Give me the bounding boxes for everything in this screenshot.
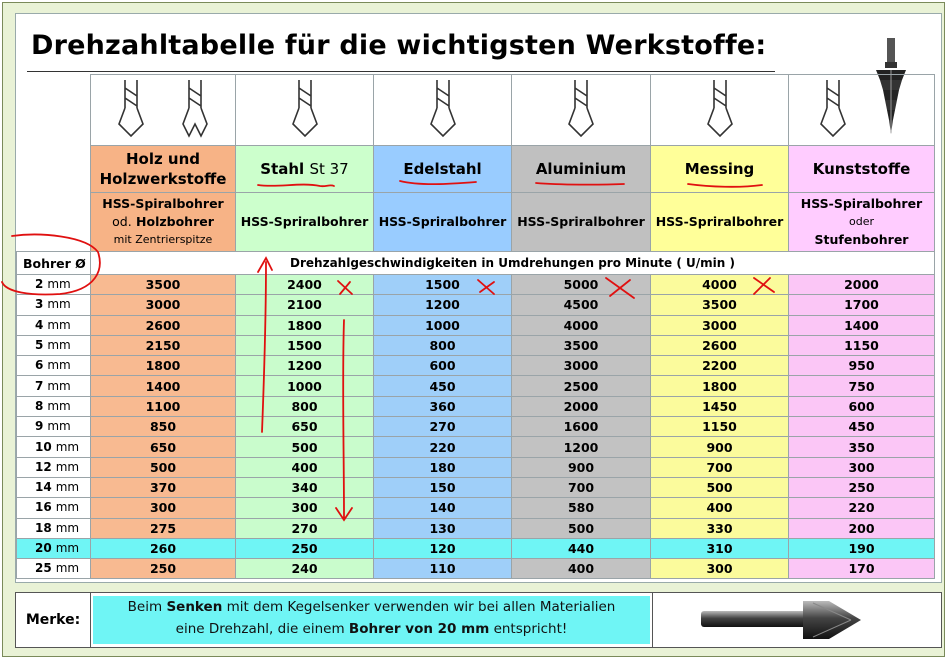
speed-cell-messing: 310 — [651, 538, 789, 558]
kunst-drill-icon — [789, 75, 935, 146]
bohrer-size: 20 mm — [17, 538, 91, 558]
speed-cell-messing: 900 — [651, 437, 789, 457]
table-row — [17, 295, 935, 315]
bohrer-size: 3 mm — [17, 295, 91, 315]
speed-cell-messing: 300 — [651, 559, 789, 579]
material-aluminium: Aluminium — [512, 146, 651, 193]
speed-cell-holz: 850 — [91, 417, 236, 437]
speed-cell-messing: 1800 — [651, 376, 789, 396]
speed-table — [16, 74, 935, 579]
material-edelstahl: Edelstahl — [374, 146, 512, 193]
table-row — [17, 376, 935, 396]
speed-cell-messing: 3000 — [651, 315, 789, 335]
speed-cell-kunststoffe: 1150 — [789, 335, 935, 355]
material-holz: Holz und Holzwerkstoffe — [91, 146, 236, 193]
speed-cell-aluminium: 500 — [512, 518, 651, 538]
speed-cell-aluminium: 1600 — [512, 417, 651, 437]
material-stahl: Stahl St 37 — [236, 146, 374, 193]
speed-cell-edelstahl: 150 — [374, 477, 512, 497]
speed-cell-messing: 2600 — [651, 335, 789, 355]
speed-cell-holz: 1400 — [91, 376, 236, 396]
speed-cell-stahl: 1500 — [236, 335, 374, 355]
merke-box — [15, 592, 942, 648]
speed-cell-holz: 250 — [91, 559, 236, 579]
twist-drill-icon — [285, 78, 325, 138]
tool-kunststoffe: HSS-Spiralbohrer oder Stufenbohrer — [789, 193, 935, 252]
speed-cell-kunststoffe: 450 — [789, 417, 935, 437]
title-underline — [27, 71, 775, 72]
table-row — [17, 437, 935, 457]
speed-cell-edelstahl: 120 — [374, 538, 512, 558]
speed-cell-messing: 3500 — [651, 295, 789, 315]
speed-cell-kunststoffe: 2000 — [789, 275, 935, 295]
speed-cell-messing: 500 — [651, 477, 789, 497]
table-row — [17, 457, 935, 477]
speed-cell-holz: 2600 — [91, 315, 236, 335]
material-messing: Messing — [651, 146, 789, 193]
speed-cell-kunststoffe: 300 — [789, 457, 935, 477]
bohrer-size: 7 mm — [17, 376, 91, 396]
speed-cell-holz: 275 — [91, 518, 236, 538]
tool-aluminium: HSS-Spriralbohrer — [512, 193, 651, 252]
countersink-image — [652, 593, 942, 647]
speed-cell-kunststoffe: 220 — [789, 498, 935, 518]
speed-cell-kunststoffe: 600 — [789, 396, 935, 416]
speed-cell-aluminium: 3500 — [512, 335, 651, 355]
twist-drill-icon — [561, 78, 601, 138]
speed-cell-edelstahl: 1200 — [374, 295, 512, 315]
speed-cell-aluminium: 440 — [512, 538, 651, 558]
bohrer-diameter-header: Bohrer Ø — [17, 252, 91, 275]
speed-cell-edelstahl: 110 — [374, 559, 512, 579]
speed-cell-messing: 1150 — [651, 417, 789, 437]
tool-row — [17, 193, 935, 252]
tool-stahl: HSS-Spriralbohrer — [236, 193, 374, 252]
table-row — [17, 518, 935, 538]
speed-cell-messing: 330 — [651, 518, 789, 538]
alu-drill-icon — [512, 75, 651, 146]
drill-icon-row — [17, 75, 935, 146]
speed-cell-stahl: 240 — [236, 559, 374, 579]
merke-label: Merke: — [16, 593, 91, 647]
bohrer-size: 6 mm — [17, 356, 91, 376]
speed-cell-aluminium: 580 — [512, 498, 651, 518]
stahl-drill-icon — [236, 75, 374, 146]
speed-cell-messing: 2200 — [651, 356, 789, 376]
twist-drill-icon — [813, 78, 853, 138]
speed-cell-holz: 500 — [91, 457, 236, 477]
speed-cell-edelstahl: 1500 — [374, 275, 512, 295]
table-row — [17, 538, 935, 558]
speed-cell-kunststoffe: 750 — [789, 376, 935, 396]
speed-cell-holz: 1800 — [91, 356, 236, 376]
merke-text: Beim Senken mit dem Kegelsenker verwenden wir bei allen Materialien eine Drehzahl, die einem Bohrer von 20 mm entspricht! — [93, 596, 650, 644]
speed-cell-stahl: 650 — [236, 417, 374, 437]
twist-drill-icon — [423, 78, 463, 138]
speed-cell-holz: 370 — [91, 477, 236, 497]
table-row — [17, 417, 935, 437]
speed-cell-aluminium: 1200 — [512, 437, 651, 457]
bohrer-size: 16 mm — [17, 498, 91, 518]
speed-cell-holz: 650 — [91, 437, 236, 457]
speed-cell-edelstahl: 140 — [374, 498, 512, 518]
bohrer-size: 12 mm — [17, 457, 91, 477]
speed-cell-kunststoffe: 1700 — [789, 295, 935, 315]
speed-cell-aluminium: 4500 — [512, 295, 651, 315]
table-row — [17, 335, 935, 355]
countersink-icon — [653, 593, 942, 647]
speed-cell-aluminium: 900 — [512, 457, 651, 477]
speed-cell-kunststoffe: 250 — [789, 477, 935, 497]
bohrer-size: 5 mm — [17, 335, 91, 355]
speed-cell-stahl: 2400 — [236, 275, 374, 295]
speed-cell-aluminium: 4000 — [512, 315, 651, 335]
speed-cell-stahl: 500 — [236, 437, 374, 457]
speed-cell-stahl: 340 — [236, 477, 374, 497]
speed-cell-kunststoffe: 200 — [789, 518, 935, 538]
bohrer-size: 10 mm — [17, 437, 91, 457]
material-kunststoffe: Kunststoffe — [789, 146, 935, 193]
speed-data-body — [17, 275, 935, 579]
table-row — [17, 356, 935, 376]
page-title: Drehzahltabelle für die wichtigsten Werkstoffe: — [31, 30, 767, 61]
tool-holz: HSS-Spiralbohrer od. Holzbohrer mit Zentrierspitze — [91, 193, 236, 252]
twist-drill-icon — [700, 78, 740, 138]
bohrer-size: 2 mm — [17, 275, 91, 295]
bohrer-size: 14 mm — [17, 477, 91, 497]
speed-cell-stahl: 800 — [236, 396, 374, 416]
speed-cell-aluminium: 5000 — [512, 275, 651, 295]
speed-cell-messing: 400 — [651, 498, 789, 518]
speed-cell-holz: 3000 — [91, 295, 236, 315]
messing-drill-icon — [651, 75, 789, 146]
speed-cell-stahl: 400 — [236, 457, 374, 477]
tool-messing: HSS-Spriralbohrer — [651, 193, 789, 252]
speed-cell-stahl: 250 — [236, 538, 374, 558]
table-row — [17, 275, 935, 295]
speed-cell-stahl: 2100 — [236, 295, 374, 315]
speed-cell-edelstahl: 800 — [374, 335, 512, 355]
bohrer-size: 4 mm — [17, 315, 91, 335]
bohrer-size: 25 mm — [17, 559, 91, 579]
speed-cell-aluminium: 700 — [512, 477, 651, 497]
speed-cell-holz: 260 — [91, 538, 236, 558]
table-row — [17, 559, 935, 579]
speed-cell-messing: 4000 — [651, 275, 789, 295]
speed-cell-edelstahl: 270 — [374, 417, 512, 437]
speed-cell-edelstahl: 600 — [374, 356, 512, 376]
speed-cell-messing: 1450 — [651, 396, 789, 416]
speed-cell-stahl: 1000 — [236, 376, 374, 396]
speed-cell-stahl: 300 — [236, 498, 374, 518]
speed-caption: Drehzahlgeschwindigkeiten in Umdrehungen pro Minute ( U/min ) — [91, 252, 935, 275]
speed-cell-kunststoffe: 170 — [789, 559, 935, 579]
speed-cell-edelstahl: 450 — [374, 376, 512, 396]
twist-drill-icon — [111, 78, 151, 138]
speed-cell-messing: 700 — [651, 457, 789, 477]
speed-cell-edelstahl: 220 — [374, 437, 512, 457]
bohrer-size: 9 mm — [17, 417, 91, 437]
wood-drill-icon — [175, 78, 215, 138]
table-row — [17, 477, 935, 497]
speed-cell-kunststoffe: 190 — [789, 538, 935, 558]
table-row — [17, 315, 935, 335]
speed-cell-holz: 2150 — [91, 335, 236, 355]
speed-cell-stahl: 1200 — [236, 356, 374, 376]
speed-cell-stahl: 270 — [236, 518, 374, 538]
speed-cell-edelstahl: 130 — [374, 518, 512, 538]
table-row — [17, 498, 935, 518]
speed-cell-aluminium: 400 — [512, 559, 651, 579]
holz-drill-icons — [91, 75, 236, 146]
speed-cell-edelstahl: 1000 — [374, 315, 512, 335]
speed-cell-aluminium: 2500 — [512, 376, 651, 396]
speed-cell-stahl: 1800 — [236, 315, 374, 335]
speed-cell-holz: 1100 — [91, 396, 236, 416]
speed-cell-kunststoffe: 950 — [789, 356, 935, 376]
bohrer-size: 18 mm — [17, 518, 91, 538]
speed-cell-aluminium: 2000 — [512, 396, 651, 416]
material-header-row — [17, 146, 935, 193]
caption-row — [17, 252, 935, 275]
speed-cell-holz: 300 — [91, 498, 236, 518]
speed-cell-kunststoffe: 1400 — [789, 315, 935, 335]
speed-cell-kunststoffe: 350 — [789, 437, 935, 457]
table-row — [17, 396, 935, 416]
bohrer-size: 8 mm — [17, 396, 91, 416]
speed-cell-edelstahl: 180 — [374, 457, 512, 477]
edel-drill-icon — [374, 75, 512, 146]
speed-cell-holz: 3500 — [91, 275, 236, 295]
speed-cell-aluminium: 3000 — [512, 356, 651, 376]
speed-cell-edelstahl: 360 — [374, 396, 512, 416]
tool-edelstahl: HSS-Spriralbohrer — [374, 193, 512, 252]
